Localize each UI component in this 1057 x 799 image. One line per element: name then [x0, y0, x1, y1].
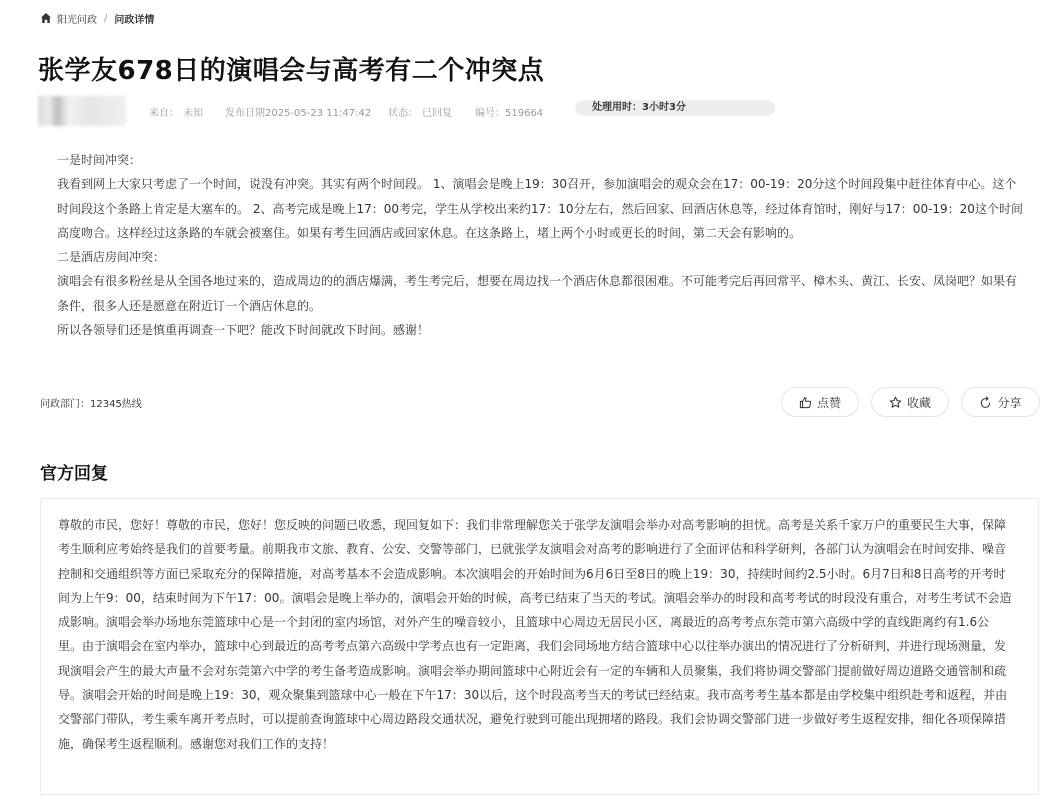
question-content — [57, 148, 1027, 342]
page-title: 张学友678日的演唱会与高考有二个冲突点 — [38, 56, 545, 86]
share-label: 分享 — [997, 395, 1022, 410]
question-paragraph: 二是酒店房间冲突： — [57, 250, 166, 265]
star-icon — [889, 396, 902, 409]
question-paragraph: 我看到网上大家只考虑了一个时间，说没有冲突。其实有两个时间段。 1、演唱会是晚上19：30召开，参加演唱会的观众会在17：00-19：20分这个时间段集中赶往体育中心。这个时间段这个条路上肯定是大塞车的。 2、高考完成是晚上17：00考完，学生从学校出来约17：10分左右，然后回家、回酒店休息等，经过体育馆时，刚好与17：00-19：20这个时间高度吻合。这样经过这条路的车就会被塞住。如果有考生回酒店或回家休息。在这条路上，堵上两个小时或更长的时间，第二天会有影响的。 — [57, 177, 1023, 240]
breadcrumb — [40, 10, 154, 26]
breadcrumb-current: 问政详情 — [114, 14, 155, 26]
share-icon — [979, 396, 992, 409]
processing-time-value: 3小时3分 — [642, 102, 686, 113]
meta-status-value: 已回复 — [422, 108, 452, 119]
question-paragraph: 所以各领导们还是慎重再调查一下吧？能改下时间就改下时间。感谢！ — [57, 323, 430, 338]
like-button[interactable] — [781, 387, 859, 417]
collect-label: 收藏 — [906, 395, 931, 410]
meta-date-value: 2025-05-23 11:47:42 — [265, 108, 372, 119]
meta-source-value: 未知 — [183, 108, 203, 119]
question-paragraph: 一是时间冲突： — [57, 153, 142, 167]
meta-date — [225, 104, 371, 119]
question-paragraph: 演唱会有很多粉丝是从全国各地过来的，造成周边的的酒店爆满，考生考完后，想要在周边找一个酒店休息都很困难。不可能考完后再回常平、樟木头、黄江、长安、凤岗吧？如果有条件，很多人还是愿意在附近订一个酒店休息的。 — [57, 274, 1018, 313]
share-button[interactable] — [961, 387, 1040, 417]
thumbs-up-icon — [799, 396, 812, 409]
meta-source — [149, 104, 203, 119]
like-label: 点赞 — [816, 395, 841, 410]
meta-number — [475, 104, 543, 119]
processing-time-badge — [575, 100, 775, 116]
breadcrumb-home-link[interactable]: 阳光问政 — [57, 14, 97, 26]
meta-status — [388, 104, 452, 119]
breadcrumb-separator: / — [104, 12, 108, 24]
department-info — [40, 395, 142, 410]
avatar — [38, 96, 126, 126]
home-icon[interactable] — [40, 12, 52, 24]
department-label: 问政部门： — [40, 399, 90, 410]
meta-status-label: 状态： — [388, 108, 418, 119]
meta-number-label: 编号： — [475, 108, 505, 119]
collect-button[interactable] — [871, 387, 949, 417]
meta-date-label: 发布日期 — [225, 108, 265, 119]
official-reply-text: 尊敬的市民，您好！尊敬的市民，您好！您反映的问题已收悉，现回复如下：我们非常理解您关于张学友演唱会举办对高考影响的担忧。高考是关系千家万户的重要民生大事，保障考生顺利应考始终是我们的首要考量。前期我市文旅、教育、公安、交警等部门，已就张学友演唱会对高考的影响进行了全面评估和科学研判，各部门认为演唱会在时间安排、噪音控制和交通组织等方面已采取充分的保障措施，对高考基本不会造成影响。本次演唱会的开始时间为6月6日至8日的晚上19：30，持续时间约2.5小时。6月7日和8日高考的开考时间为上午9：00，结束时间为下午17：00。演唱会是晚上举办的，演唱会开始的时候，高考已结束了当天的考试。演唱会举办的时段和高考考试的时段没有重合，对考生考试不会造成影响。演唱会举办场地东莞篮球中心是一个封闭的室内场馆，对外产生的噪音较小，且篮球中心周边无居民小区，离最近的高考考点东莞市第六高级中学的直线距离约有1.6公里。由于演唱会在室内举办，篮球中心到最近的高考考点第六高级中学考点也有一定距离，我们会同场地方结合篮球中心以往举办演出的情况进行了分析研判，并进行现场测量，发现演唱会产生的最大声量不会对东莞第六中学的考生备考造成影响。演唱会举办期间篮球中心附近会有一定的车辆和人员聚集，我们将协调交警部门提前做好周边道路交通管制和疏导。演唱会开始的时间是晚上19：30，观众聚集到篮球中心一般在下午17：30以后，这个时段高考当天的考试已经结束。我市高考考生基本都是由学校集中组织赴考和返程，并由交警部门带队，考生乘车离开考点时，可以提前查询篮球中心周边路段交通状况，避免行驶到可能出现拥堵的路段。我们会协调交警部门进一步做好考生返程安排，细化各项保障措施，确保考生返程顺利。感谢您对我们工作的支持！ — [58, 518, 1012, 751]
department-value: 12345热线 — [90, 399, 142, 410]
meta-source-label: 来自： — [149, 108, 179, 119]
processing-time-label: 处理用时： — [592, 102, 642, 113]
meta-row — [38, 96, 798, 126]
official-reply-box — [40, 498, 1039, 795]
meta-number-value: 519664 — [505, 108, 544, 119]
official-reply-heading: 官方回复 — [40, 464, 108, 484]
